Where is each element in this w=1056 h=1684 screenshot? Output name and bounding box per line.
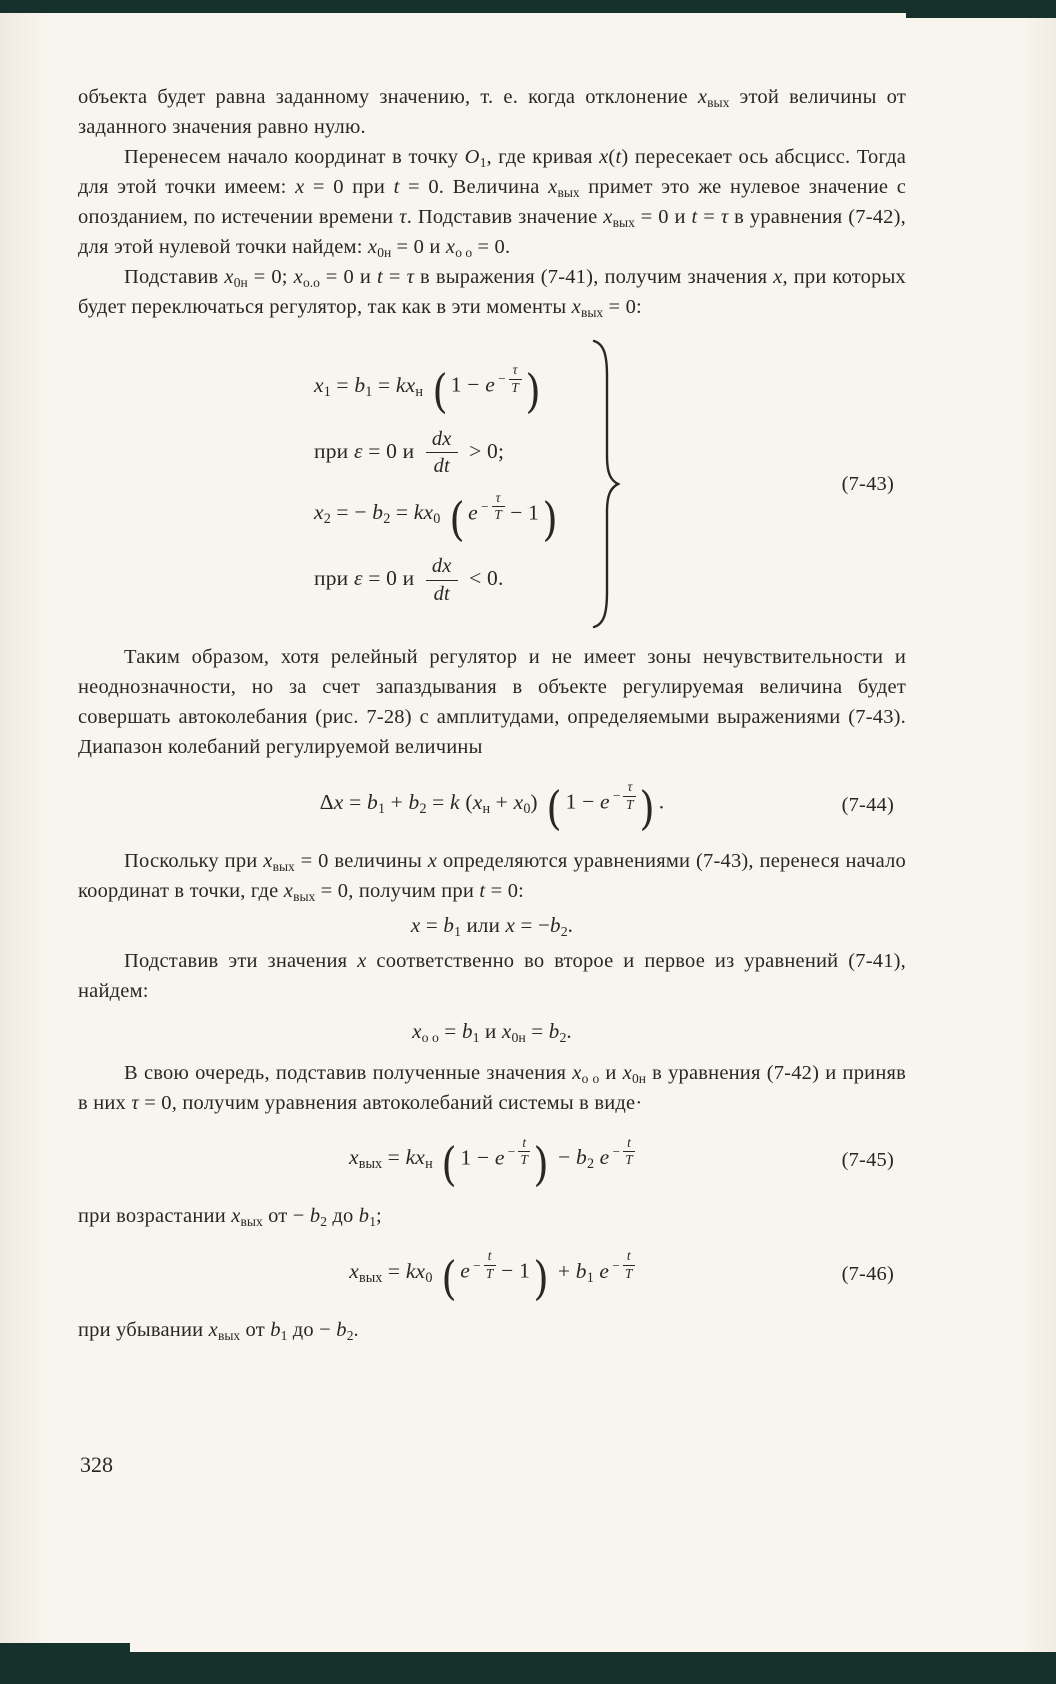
left-paren: (: [449, 491, 465, 546]
fraction-denominator: T: [624, 1265, 633, 1281]
math-text: при ε = 0 и: [314, 566, 420, 591]
fraction: [492, 491, 505, 523]
right-paren: ): [525, 364, 541, 419]
math-text: 1 − e: [450, 372, 495, 397]
fraction-numerator: τ: [623, 780, 636, 797]
left-paren: (: [441, 1137, 458, 1192]
fraction-denominator: T: [494, 507, 502, 523]
paragraph-2: Перенесем начало координат в точку O1, где кривая x(t) пересекает ось абсцисс. Тогда для этой точки имеем: x = 0 при t = 0. Величина xвых примет это же нулевое значение с опозданием, по истечении времени τ. Подставив значение xвых = 0 и t = τ в уравнения (7-42), для этой нулевой точки найдем: x0н = 0 и xо о = 0.: [78, 146, 907, 260]
equation-7-43-line-1: [314, 361, 561, 419]
equation-7-43-line-4: [314, 555, 561, 605]
math-text: при ε = 0 и: [314, 438, 420, 463]
right-paren: ): [542, 491, 558, 546]
math-text: − b2 e: [552, 1145, 610, 1173]
fraction-denominator: dt: [433, 455, 450, 478]
exponent-fraction: [473, 1249, 496, 1281]
exponent-fraction: [613, 780, 637, 812]
fraction-numerator: dx: [426, 555, 458, 580]
equation-7-44: [78, 779, 906, 836]
math-text: 1 − e: [460, 1145, 505, 1170]
fraction-denominator: T: [626, 796, 634, 812]
fraction-numerator: t: [484, 1249, 496, 1266]
paragraph-4: Таким образом, хотя релейный регулятор и не имеет зоны нечувствительности и неоднозначности, но за счет запаздывания в объекте регулируемая величина будет совершать автоколебания (рис. 7-28) с амплитудами, определяемыми выражениями (7-43). Диапазон колебаний регулируемой величины: [78, 646, 906, 758]
exponent-fraction: [508, 1136, 531, 1168]
left-paren: (: [546, 781, 563, 836]
left-paren: (: [431, 364, 448, 419]
math-text: 1 − e: [565, 789, 610, 814]
math-text: + b1 e: [552, 1259, 610, 1287]
fraction-numerator: τ: [509, 363, 522, 380]
math-text: e: [468, 500, 478, 525]
math-text: − 1: [504, 500, 540, 525]
math-text: xвых = kx0: [349, 1259, 433, 1287]
math-text: < 0.: [463, 566, 504, 591]
exponent-fraction: [498, 363, 522, 395]
fraction-numerator: t: [623, 1136, 635, 1153]
exponent-sign: −: [472, 1257, 481, 1273]
math-text: xвых = kxн: [349, 1145, 433, 1173]
right-paren: ): [533, 1137, 550, 1192]
left-paren: (: [441, 1250, 457, 1305]
page-edge-top: [0, 0, 1056, 13]
page-content: [78, 82, 906, 1345]
derivative-fraction: [426, 428, 458, 478]
equation-7-43-line-3: [314, 489, 561, 546]
exponent-sign: −: [480, 498, 489, 514]
equation-7-43: [78, 338, 906, 630]
fraction: [484, 1249, 496, 1281]
exponent-fraction: [612, 1249, 635, 1281]
math-text: e: [460, 1259, 470, 1284]
fraction: [509, 363, 522, 395]
fraction-numerator: dx: [426, 428, 458, 453]
fraction-denominator: T: [625, 1152, 633, 1168]
fraction-numerator: t: [518, 1136, 530, 1153]
equation-xoo-xon: xо о = b1 и x0н = b2.: [412, 1018, 572, 1045]
paragraph-5: Поскольку при xвых = 0 величины x определяются уравнениями (7-43), перенеся начало координат в точки, где xвых = 0, получим при t = 0:: [78, 849, 906, 904]
right-paren: ): [639, 781, 656, 836]
fraction: [623, 780, 636, 812]
derivative-fraction: [426, 555, 458, 605]
equation-number: (7-45): [841, 1149, 894, 1172]
right-paren: ): [533, 1250, 549, 1305]
fraction: [623, 1136, 635, 1168]
math-text: x2 = − b2 = kx0: [314, 500, 441, 528]
fraction: [623, 1249, 635, 1281]
equation-7-45: [78, 1134, 906, 1192]
equation-7-43-lines: [314, 350, 561, 618]
math-text: x1 = b1 = kxн: [314, 372, 423, 400]
math-text: − 1: [495, 1259, 531, 1284]
math-text: .: [658, 789, 665, 814]
exponent-sign: −: [497, 371, 506, 387]
equation-7-46: [78, 1248, 906, 1305]
paragraph-9: при убывании xвых от b1 до − b2.: [78, 1318, 359, 1343]
paragraph-6: Подставив эти значения x соответственно во второе и первое из уравнений (7-41), найдем:: [78, 949, 906, 1002]
fraction-denominator: T: [485, 1265, 494, 1281]
math-text: Δx = b1 + b2 = k (xн + x0): [319, 789, 544, 817]
equation-number: (7-46): [841, 1263, 894, 1286]
equation-number: (7-43): [841, 473, 894, 495]
fraction-numerator: t: [623, 1249, 635, 1266]
exponent-sign: −: [507, 1144, 516, 1160]
paragraph-8: при возрастании xвых от − b2 до b1;: [78, 1205, 382, 1230]
fraction-denominator: T: [520, 1152, 529, 1168]
exponent-sign: −: [612, 788, 621, 804]
right-brace-icon: [589, 338, 623, 630]
fraction: [518, 1136, 530, 1168]
exponent-sign: −: [612, 1257, 620, 1273]
exponent-fraction: [481, 491, 505, 523]
page-number: 328: [80, 1452, 113, 1477]
paragraph-7: В свою очередь, подставив полученные значения xо о и x0н в уравнения (7-42) и приняв в них τ = 0, получим уравнения автоколебаний системы в виде·: [78, 1061, 906, 1114]
paragraph-1: объекта будет равна заданному значению, т. е. когда отклонение xвых этой величины от заданного значения равно нулю.: [78, 86, 906, 138]
equation-x-b1-b2: x = b1 или x = −b2.: [410, 912, 574, 939]
fraction-denominator: T: [511, 379, 519, 395]
equation-number: (7-44): [841, 794, 894, 817]
paragraph-3: Подставив x0н = 0; xо.о = 0 и t = τ в выражения (7-41), получим значения x, при которых будет переключаться регулятор, так как в эти моменты xвых = 0:: [78, 266, 906, 320]
page-edge-bottom: [0, 1652, 1056, 1684]
exponent-fraction: [612, 1136, 635, 1168]
exponent-sign: −: [612, 1144, 621, 1160]
math-text: > 0;: [463, 438, 505, 463]
equation-7-43-line-2: [314, 428, 561, 478]
fraction-denominator: dt: [433, 582, 450, 605]
fraction-numerator: τ: [492, 491, 505, 508]
